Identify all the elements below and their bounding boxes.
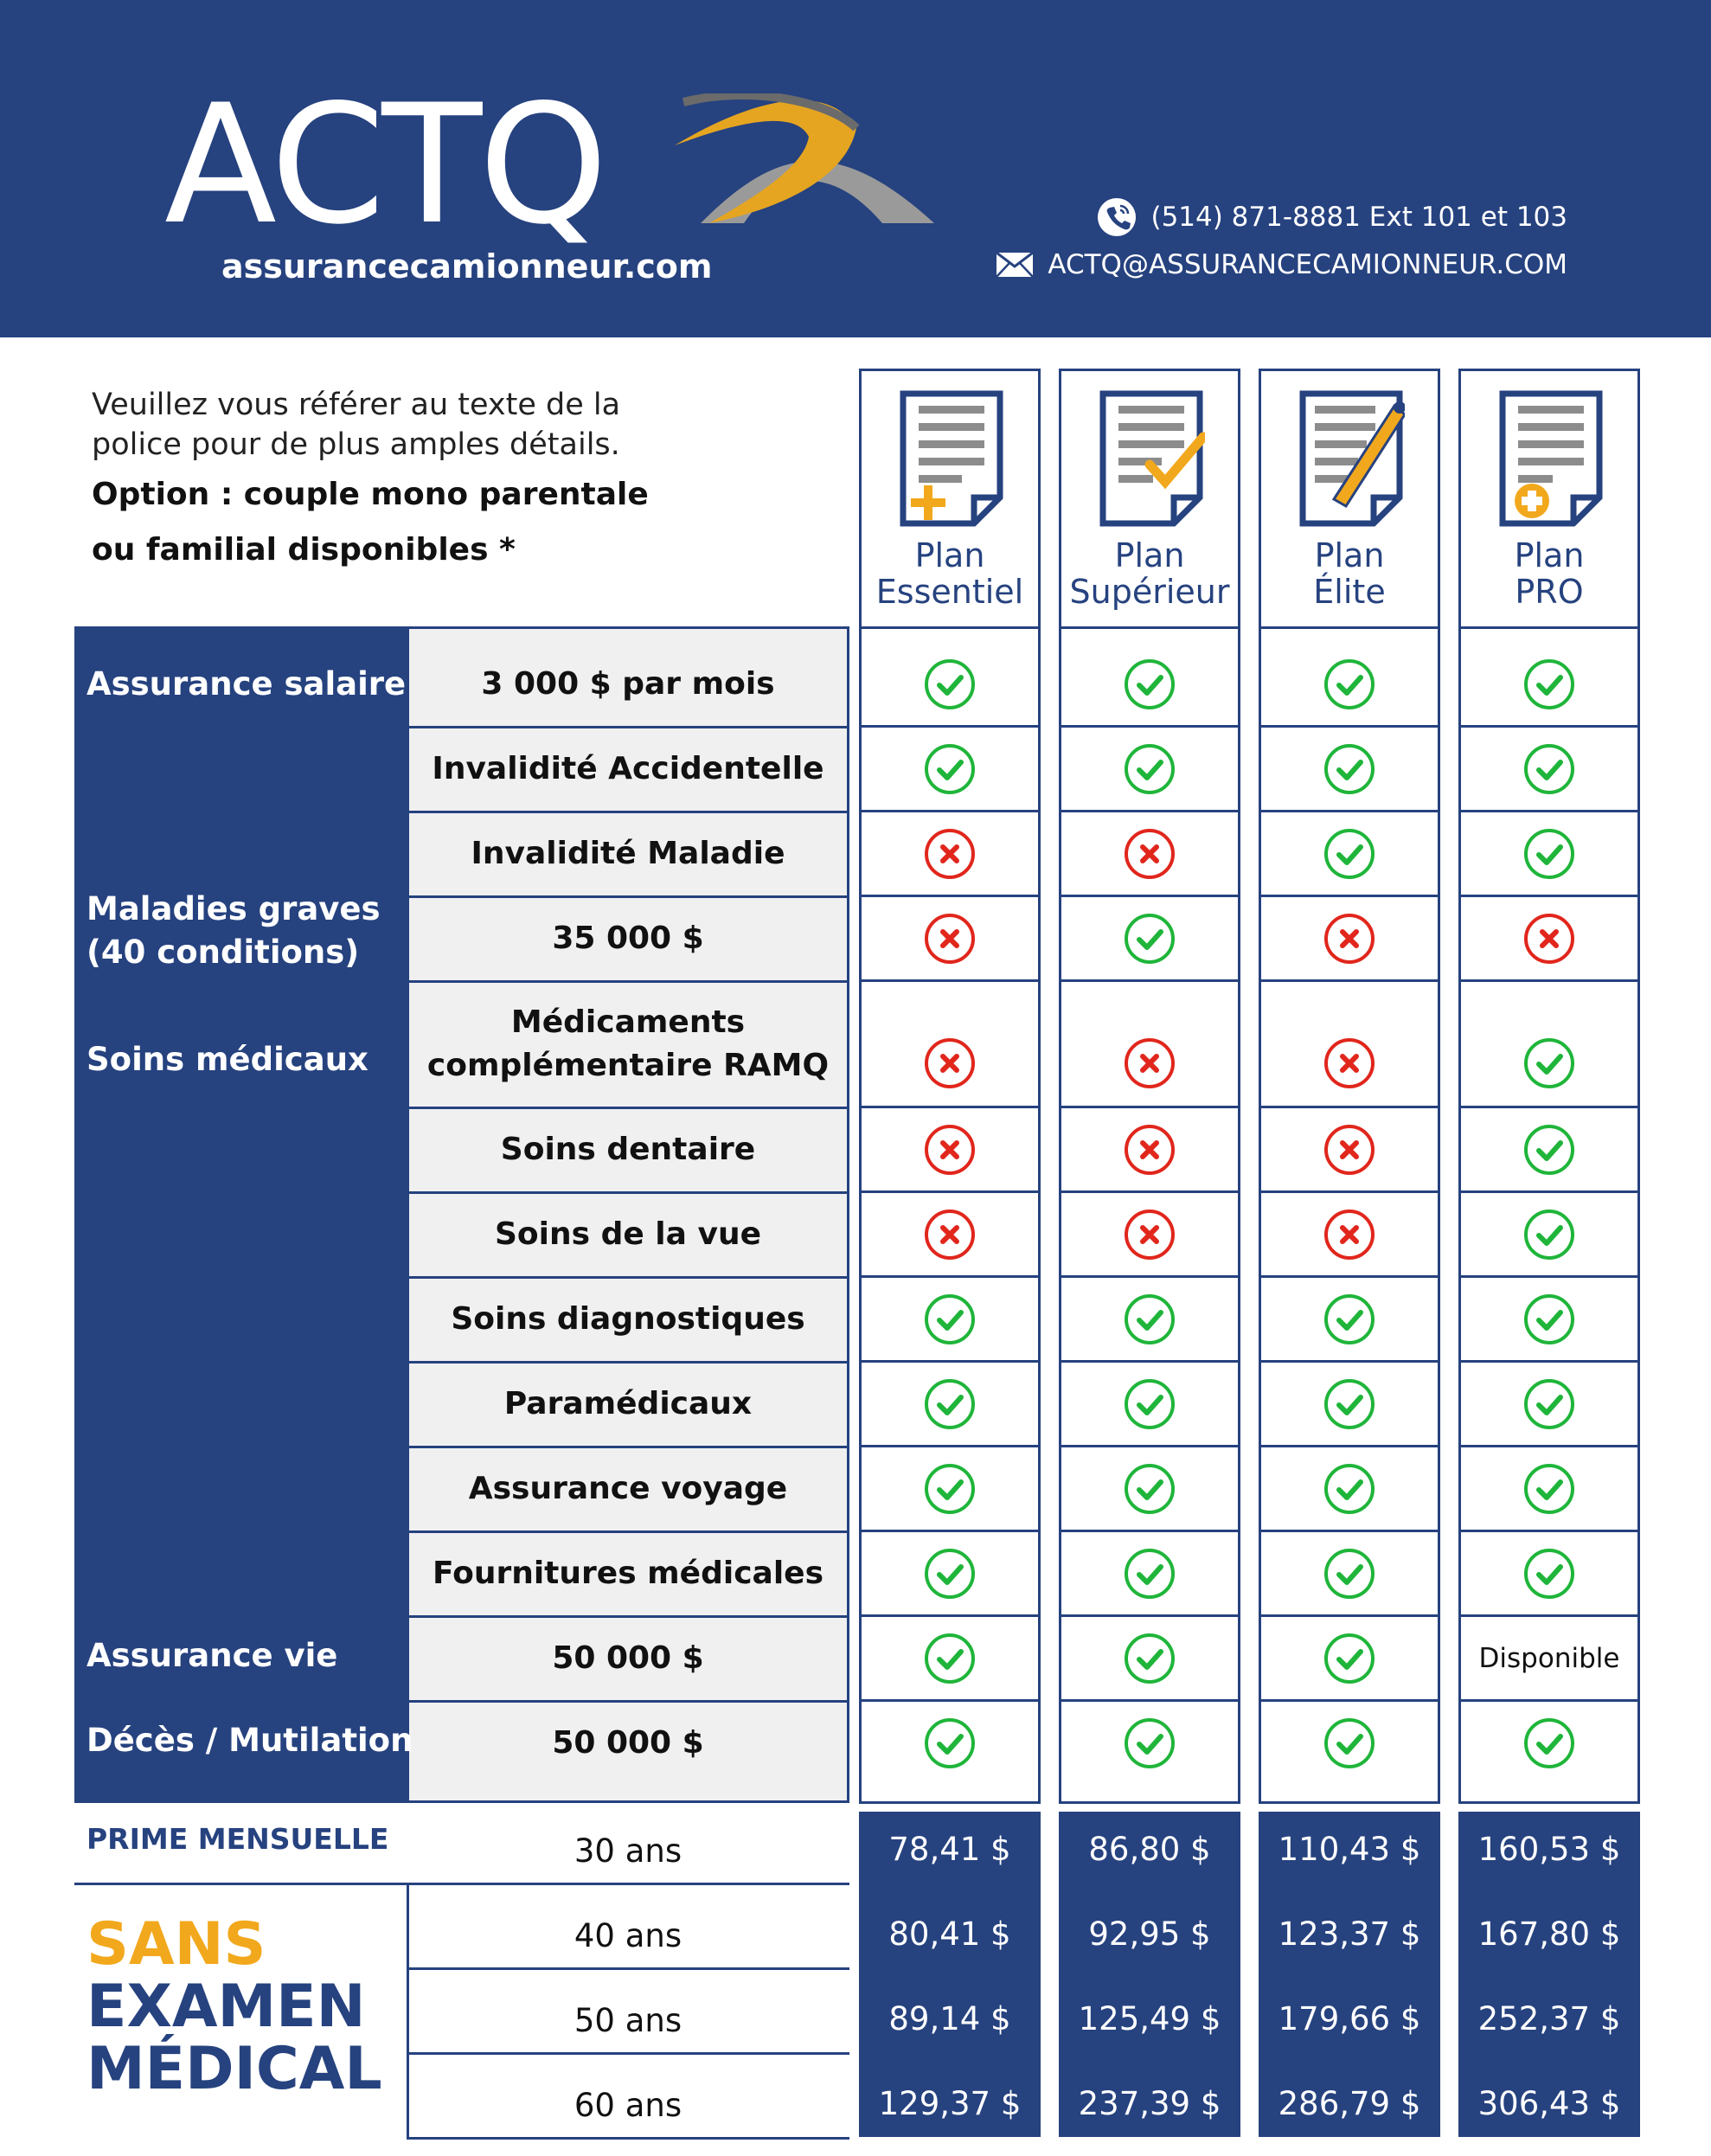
price-column-essentiel <box>859 1812 1041 2137</box>
cross-circle-icon <box>1323 1036 1376 1090</box>
coverage-cell <box>1061 1277 1238 1362</box>
availability-text: Disponible <box>1478 1643 1620 1674</box>
coverage-cell <box>862 1362 1038 1447</box>
cross-circle-icon <box>1123 827 1176 881</box>
check-circle-icon <box>1522 827 1576 881</box>
coverage-cell <box>1461 1107 1637 1192</box>
plan-header-essentiel <box>862 371 1038 631</box>
cross-circle-icon <box>923 1123 977 1177</box>
coverage-cell <box>1061 727 1238 812</box>
cell-divider <box>1061 626 1238 629</box>
coverage-cell <box>1261 1107 1438 1192</box>
check-circle-icon <box>1323 1716 1376 1770</box>
cell-divider <box>1261 626 1438 629</box>
email-contact[interactable] <box>996 249 1567 280</box>
plan-header-elite <box>1261 371 1438 631</box>
plan-label-essentiel: Plan Essentiel <box>875 536 1024 611</box>
check-circle-icon <box>923 658 977 711</box>
coverage-cell <box>1061 1362 1238 1447</box>
cross-circle-icon <box>1323 1123 1376 1177</box>
plan-label-elite: Plan Élite <box>1313 536 1386 611</box>
coverage-cell <box>1061 812 1238 896</box>
coverage-cell <box>1061 1192 1238 1277</box>
coverage-cell <box>862 1531 1038 1616</box>
price-cell: 286,79 $ <box>1278 2085 1421 2122</box>
coverage-cell <box>1461 896 1637 981</box>
monthly-premium-title: PRIME MENSUELLE <box>87 1822 389 1856</box>
check-circle-icon <box>1522 1547 1576 1601</box>
document-check-icon <box>1098 388 1205 527</box>
price-cell: 80,41 $ <box>888 1915 1011 1953</box>
price-cell: 237,39 $ <box>1078 2085 1221 2122</box>
price-cell: 179,66 $ <box>1278 2000 1421 2037</box>
price-cell: 86,80 $ <box>1088 1831 1211 1868</box>
check-circle-icon <box>1522 742 1576 796</box>
intro-text <box>92 385 697 575</box>
no-medical-exam-badge: SANS EXAMEN MÉDICAL <box>87 1910 382 2103</box>
plan-label-pro: Plan PRO <box>1514 536 1585 611</box>
feature-critical-amount: 35 000 $ <box>552 921 704 956</box>
policy-note-line1: Veuillez vous référer au texte de la <box>92 388 621 422</box>
check-circle-icon <box>1123 912 1176 966</box>
coverage-cell <box>1061 642 1238 727</box>
coverage-cell <box>1261 1531 1438 1616</box>
plan-header-superieur <box>1061 371 1238 631</box>
email-address: ACTQ@ASSURANCECAMIONNEUR.COM <box>1048 249 1567 280</box>
coverage-cell <box>862 1107 1038 1192</box>
check-circle-icon <box>1123 1547 1176 1601</box>
coverage-cell <box>1261 1277 1438 1362</box>
coverage-cell <box>1261 896 1438 981</box>
coverage-cell <box>1461 1277 1637 1362</box>
check-circle-icon <box>1123 1462 1176 1516</box>
price-cell: 89,14 $ <box>888 2000 1011 2037</box>
price-cell: 125,49 $ <box>1078 2000 1221 2037</box>
check-circle-icon <box>923 1377 977 1431</box>
cell-divider <box>1461 626 1637 629</box>
age-30: 30 ans <box>574 1832 682 1870</box>
check-circle-icon <box>1123 1293 1176 1346</box>
feature-soins-diagnostiques: Soins diagnostiques <box>451 1301 805 1337</box>
coverage-cell <box>1261 812 1438 896</box>
feature-invalidite-accidentelle: Invalidité Accidentelle <box>432 751 824 786</box>
coverage-cell <box>862 642 1038 727</box>
coverage-cell <box>1461 1701 1637 1786</box>
coverage-cell <box>1261 1701 1438 1786</box>
coverage-cell <box>1461 1616 1637 1701</box>
coverage-cell <box>1261 1616 1438 1701</box>
check-circle-icon <box>1522 1377 1576 1431</box>
cross-circle-icon <box>923 827 977 881</box>
cross-circle-icon <box>923 1208 977 1261</box>
check-circle-icon <box>1323 827 1376 881</box>
cross-circle-icon <box>1323 912 1376 966</box>
cross-circle-icon <box>1123 1123 1176 1177</box>
price-cell: 123,37 $ <box>1278 1915 1421 1953</box>
feature-life-amount: 50 000 $ <box>552 1640 704 1676</box>
price-cell: 252,37 $ <box>1477 2000 1621 2037</box>
feature-medicaments-ramq: Médicaments complémentaire RAMQ <box>426 1004 830 1083</box>
cross-circle-icon <box>1123 1036 1176 1090</box>
header-banner <box>0 0 1711 337</box>
check-circle-icon <box>1522 1123 1576 1177</box>
phone-number: (514) 871-8881 Ext 101 et 103 <box>1150 202 1567 233</box>
document-pen-icon <box>1298 388 1405 527</box>
price-cell: 306,43 $ <box>1477 2085 1621 2122</box>
plan-label-superieur: Plan Supérieur <box>1069 536 1230 611</box>
logo-wordmark: ACTQ <box>164 69 605 260</box>
group-assurance-salaire: Assurance salaire <box>87 665 407 703</box>
option-line2: ou familial disponibles * <box>92 532 516 568</box>
coverage-cell <box>862 1192 1038 1277</box>
coverage-cell <box>1261 727 1438 812</box>
coverage-cell <box>1061 1447 1238 1531</box>
check-circle-icon <box>1323 1377 1376 1431</box>
feature-paramedicaux: Paramédicaux <box>503 1386 753 1421</box>
coverage-cell <box>1261 981 1438 1107</box>
check-circle-icon <box>923 1716 977 1770</box>
cross-circle-icon <box>1123 1208 1176 1261</box>
coverage-cell <box>862 981 1038 1107</box>
check-circle-icon <box>1323 1547 1376 1601</box>
phone-icon <box>1097 197 1137 237</box>
price-cell: 78,41 $ <box>888 1831 1011 1868</box>
cross-circle-icon <box>1323 1208 1376 1261</box>
group-maladies-graves: Maladies graves (40 conditions) <box>87 890 381 971</box>
check-circle-icon <box>923 1632 977 1685</box>
coverage-cell <box>1461 1447 1637 1531</box>
coverage-cell <box>1261 1362 1438 1447</box>
age-column <box>407 1806 849 2147</box>
check-circle-icon <box>1323 742 1376 796</box>
coverage-cell <box>1061 981 1238 1107</box>
cell-divider <box>862 626 1038 629</box>
check-circle-icon <box>1323 1462 1376 1516</box>
coverage-cell <box>1061 1616 1238 1701</box>
coverage-cell <box>1461 642 1637 727</box>
check-circle-icon <box>1123 1377 1176 1431</box>
coverage-groups-column <box>74 626 407 1803</box>
check-circle-icon <box>1522 1716 1576 1770</box>
check-circle-icon <box>923 1462 977 1516</box>
coverage-cell <box>862 727 1038 812</box>
road-swoosh-icon <box>571 93 934 241</box>
envelope-icon <box>996 252 1034 278</box>
group-soins-medicaux: Soins médicaux <box>87 1041 368 1078</box>
cross-circle-icon <box>1522 912 1576 966</box>
cross-circle-icon <box>923 1036 977 1090</box>
option-line1: Option : couple mono parentale <box>92 477 649 512</box>
check-circle-icon <box>923 1547 977 1601</box>
coverage-cell <box>862 1277 1038 1362</box>
coverage-cell <box>1061 1107 1238 1192</box>
coverage-table <box>74 626 849 1803</box>
age-50: 50 ans <box>574 2002 682 2039</box>
coverage-cell <box>1061 896 1238 981</box>
price-column-pro <box>1458 1812 1640 2137</box>
coverage-cell <box>1261 642 1438 727</box>
price-column-elite <box>1259 1812 1440 2137</box>
cross-circle-icon <box>923 912 977 966</box>
coverage-cell <box>1261 1192 1438 1277</box>
check-circle-icon <box>1323 658 1376 711</box>
check-circle-icon <box>1522 1462 1576 1516</box>
age-40: 40 ans <box>574 1917 682 1954</box>
coverage-cell <box>1461 981 1637 1107</box>
policy-note-line2: police pour de plus amples détails. <box>92 427 620 462</box>
check-circle-icon <box>923 742 977 796</box>
coverage-cell <box>862 896 1038 981</box>
coverage-cell <box>1461 727 1637 812</box>
group-assurance-vie: Assurance vie <box>87 1637 338 1674</box>
feature-invalidite-maladie: Invalidité Maladie <box>471 836 785 871</box>
feature-fournitures-medicales: Fournitures médicales <box>432 1556 824 1591</box>
check-circle-icon <box>1522 1036 1576 1090</box>
group-deces-mutilation: Décès / Mutilation <box>87 1722 413 1759</box>
coverage-cell <box>862 1616 1038 1701</box>
feature-soins-dentaire: Soins dentaire <box>500 1132 756 1167</box>
phone-contact[interactable] <box>1097 197 1567 237</box>
check-circle-icon <box>1323 1632 1376 1685</box>
check-circle-icon <box>1522 1208 1576 1261</box>
coverage-cell <box>862 812 1038 896</box>
feature-salary-amount: 3 000 $ par mois <box>481 666 775 702</box>
check-circle-icon <box>1123 658 1176 711</box>
coverage-cell <box>862 1701 1038 1786</box>
plan-header-pro <box>1461 371 1637 631</box>
check-circle-icon <box>923 1293 977 1346</box>
coverage-cell <box>1461 1362 1637 1447</box>
price-column-superieur <box>1059 1812 1240 2137</box>
coverage-cell <box>1461 812 1637 896</box>
check-circle-icon <box>1123 1632 1176 1685</box>
age-60: 60 ans <box>574 2087 682 2124</box>
document-medical-icon <box>1497 388 1605 527</box>
feature-assurance-voyage: Assurance voyage <box>468 1471 788 1506</box>
check-circle-icon <box>1323 1293 1376 1346</box>
check-circle-icon <box>1522 658 1576 711</box>
feature-death-amount: 50 000 $ <box>552 1725 704 1761</box>
check-circle-icon <box>1123 742 1176 796</box>
document-plus-icon <box>898 388 1005 527</box>
feature-soins-vue: Soins de la vue <box>495 1216 761 1252</box>
price-cell: 92,95 $ <box>1088 1915 1211 1953</box>
price-cell: 167,80 $ <box>1477 1915 1621 1953</box>
coverage-cell <box>862 1447 1038 1531</box>
coverage-cell <box>1461 1531 1637 1616</box>
coverage-cell <box>1061 1701 1238 1786</box>
price-cell: 160,53 $ <box>1477 1831 1621 1868</box>
price-cell: 110,43 $ <box>1278 1831 1421 1868</box>
coverage-cell <box>1261 1447 1438 1531</box>
actq-logo[interactable] <box>164 69 787 299</box>
coverage-cell <box>1061 1531 1238 1616</box>
logo-website: assurancecamionneur.com <box>221 247 713 286</box>
check-circle-icon <box>1123 1716 1176 1770</box>
price-cell: 129,37 $ <box>878 2085 1022 2122</box>
coverage-cell <box>1461 1192 1637 1277</box>
check-circle-icon <box>1522 1293 1576 1346</box>
